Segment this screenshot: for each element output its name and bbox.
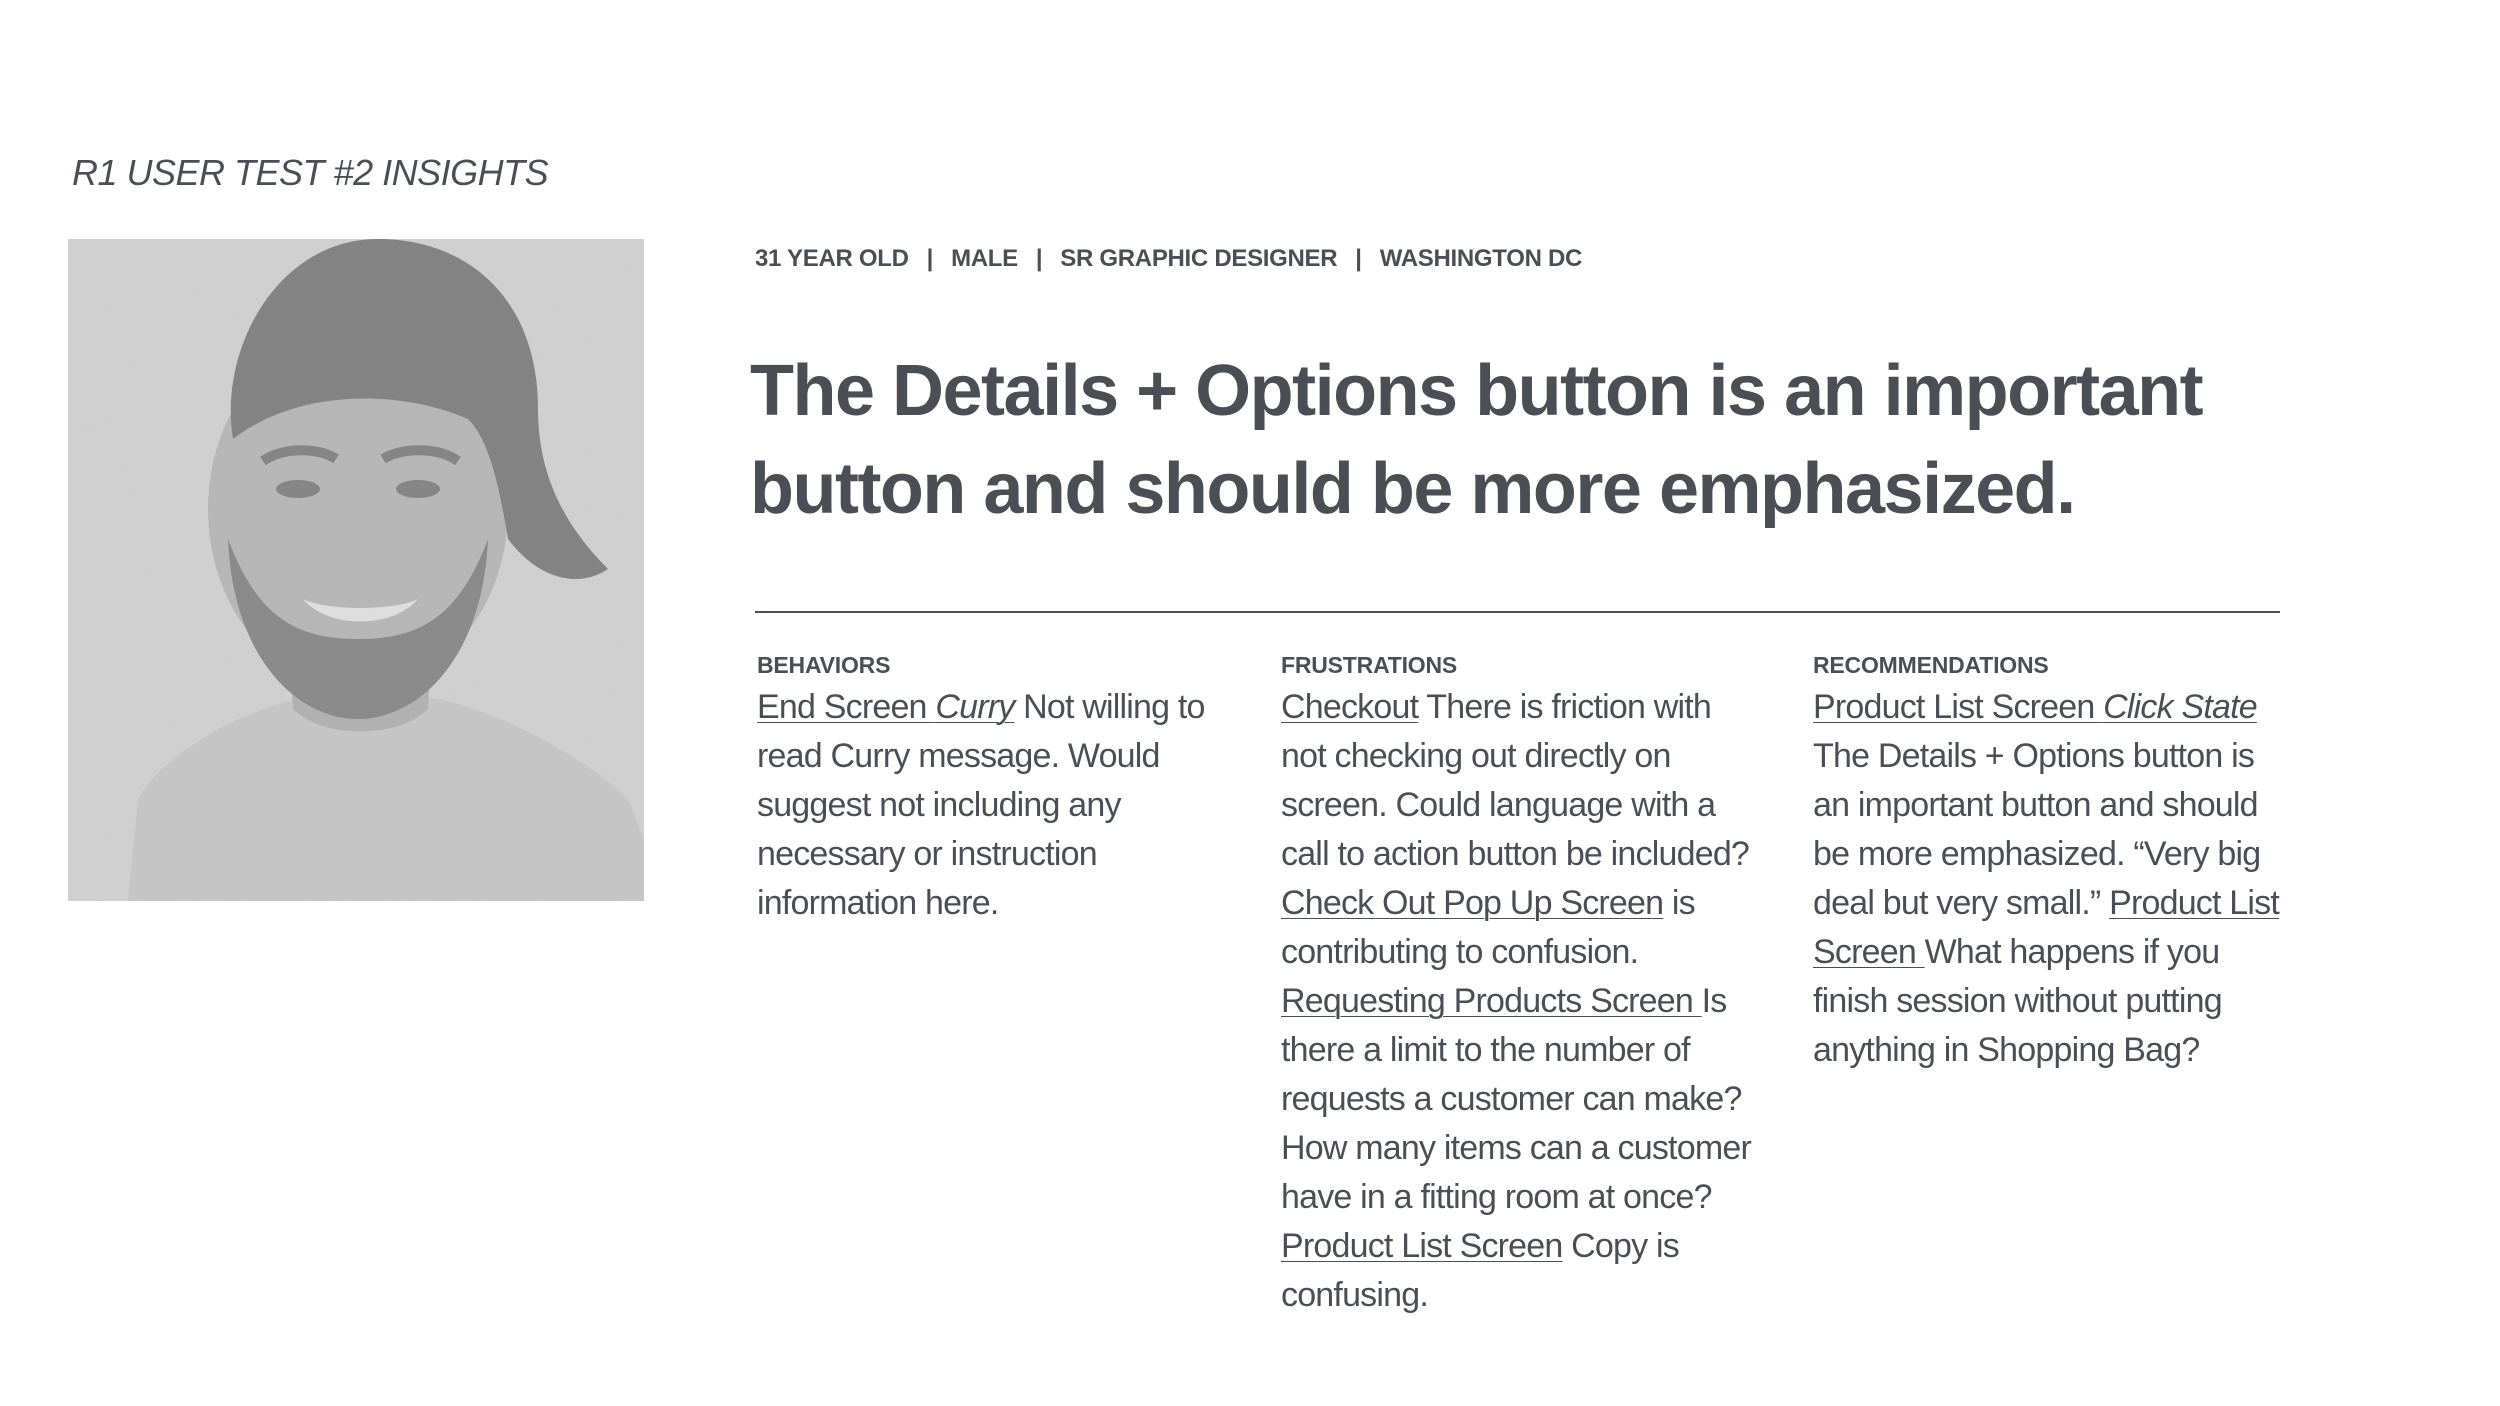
body-text: Is there a limit to the number of requests a customer can make? How many items can a customer have in a fitting room at once? <box>1281 982 1751 1216</box>
screen-reference-link[interactable]: Checkout <box>1281 688 1419 726</box>
body-text: Not willing to read Curry message. Would suggest not including any necessary or instruction information here. <box>757 688 1205 922</box>
body-text: What happens if you finish session without putting anything in Shopping Bag? <box>1813 933 2222 1069</box>
persona-location: WASHINGTON DC <box>1379 245 1583 272</box>
screen-reference-link[interactable]: Product List Screen <box>1813 884 2280 971</box>
page-title: R1 USER TEST #2 INSIGHTS <box>72 152 549 193</box>
persona-occupation: SR GRAPHIC DESIGNER <box>1060 245 1338 272</box>
recommendations-heading: RECOMMENDATIONS <box>1813 652 2049 678</box>
frustrations-text <box>1281 683 1761 1320</box>
body-text: is contributing to confusion. <box>1281 884 1695 971</box>
body-text: The Details + Options button is an important button and should be more emphasized. “Very big deal but very small.” <box>1813 737 2261 922</box>
screen-reference-link[interactable]: End Screen <box>757 688 936 726</box>
screen-reference-link[interactable]: Curry <box>935 688 1015 726</box>
screen-reference-link[interactable]: Requesting Products Screen <box>1281 982 1702 1020</box>
persona-photo <box>68 239 644 901</box>
body-text: Copy is confusing. <box>1281 1227 1679 1314</box>
frustrations-heading: FRUSTRATIONS <box>1281 652 1458 678</box>
section-divider <box>755 611 2280 613</box>
meta-separator: | <box>926 245 934 272</box>
behaviors-text <box>757 683 1217 928</box>
frustrations-column <box>1281 652 1761 1320</box>
behaviors-column <box>757 652 1217 928</box>
meta-separator: | <box>1035 245 1043 272</box>
body-text: There is friction with not checking out directly on screen. Could language with a call to action button be included? <box>1281 688 1750 873</box>
persona-meta <box>755 245 1582 273</box>
screen-reference-link[interactable]: Check Out Pop Up Screen <box>1281 884 1664 922</box>
recommendations-text <box>1813 683 2293 1075</box>
behaviors-heading: BEHAVIORS <box>757 652 891 678</box>
portrait-photo-icon <box>68 239 644 901</box>
recommendations-column <box>1813 652 2293 1075</box>
screen-reference-link[interactable]: Product List Screen <box>1281 1227 1563 1265</box>
screen-reference-link[interactable]: Product List Screen <box>1813 688 2104 726</box>
key-insight-headline: The Details + Options button is an important button and should be more emphasized. <box>750 351 2203 529</box>
persona-gender: MALE <box>951 245 1018 272</box>
meta-separator: | <box>1355 245 1362 272</box>
persona-age: 31 YEAR OLD <box>755 245 909 272</box>
screen-reference-link[interactable]: Click State <box>2103 688 2257 726</box>
